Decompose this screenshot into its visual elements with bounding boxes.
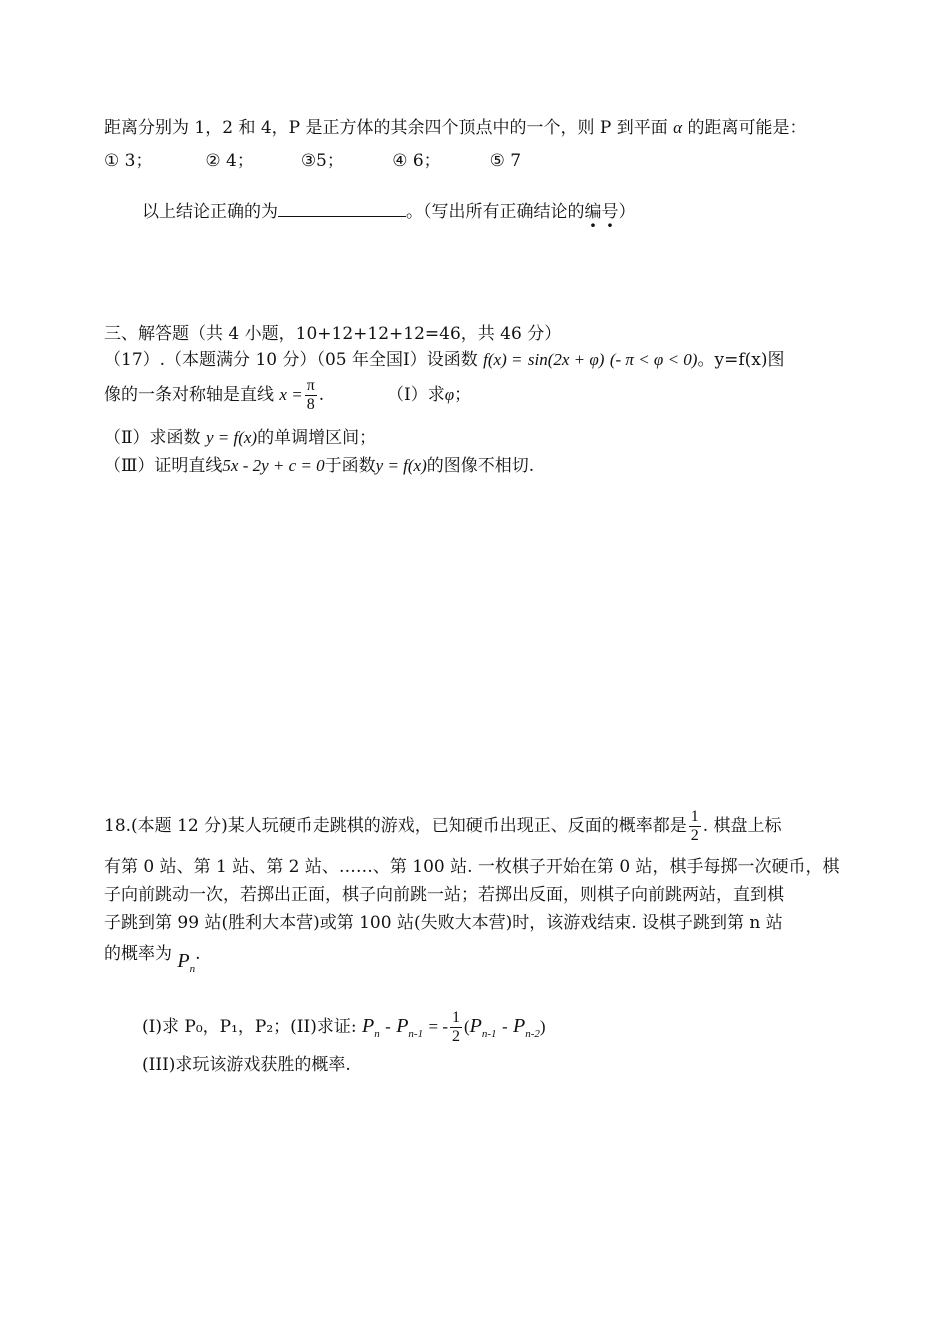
q17-part3: [104, 455, 534, 477]
q18-parts: [142, 1006, 546, 1054]
proof-p1-sub: n: [374, 1028, 380, 1040]
q17-part3-math2: y = f(x): [375, 456, 427, 475]
q17-part3-mid: 于函数: [324, 456, 376, 476]
conclusion-tail: 。（写出所有正确结论的: [406, 202, 585, 222]
emphasis-char-1: 编: [584, 202, 602, 222]
section-heading: 三、解答题（共 4 小题，10+12+12+12=46，共 46 分）: [104, 324, 562, 344]
line-equation: 5x - 2y + c = 0: [222, 456, 325, 475]
pn-symbol: [177, 950, 196, 975]
q17-line2-dot: .: [318, 385, 325, 405]
proof-p1: P: [361, 1015, 375, 1037]
proof-p4-sub: n-2: [525, 1028, 540, 1040]
q17-part2: [104, 427, 376, 449]
alpha-symbol: α: [673, 118, 683, 137]
proof-p4: P: [513, 1015, 526, 1037]
half-numerator: 1: [690, 808, 699, 825]
proof-p3: P: [469, 1015, 482, 1037]
one-half-fraction: [689, 808, 701, 845]
q18-part1: (I)求 P₀，P₁，P₂；(II)求证:: [142, 1017, 357, 1037]
q17-intro-tail: 。y=f(x)图: [697, 350, 785, 370]
q16-line1-tail: 的距离可能是：: [687, 118, 807, 138]
proof-term-3: [469, 1015, 497, 1040]
option-4: ④ 6；: [392, 151, 441, 171]
q18-line5-dot: .: [195, 944, 201, 964]
q16-line1-text: 距离分别为 1，2 和 4，P 是正方体的其余四个顶点中的一个，则 P 到平面: [104, 118, 668, 138]
q17-part2-math: y = f(x): [205, 428, 258, 447]
pn-letter: P: [177, 950, 190, 972]
paren-open: (: [463, 1017, 470, 1036]
half-denominator: 2: [690, 827, 699, 844]
proof-term-4: [513, 1015, 540, 1040]
phi-symbol: φ: [444, 385, 455, 404]
q17-part1: （Ⅰ）求: [386, 385, 445, 405]
q18-line5-text: 的概率为: [104, 944, 172, 964]
q18-line4: 子跳到第 99 站(胜利大本营)或第 100 站(失败大本营)时，该游戏结束. 设棋子跳到第 n 站: [104, 913, 783, 933]
neg-half-denominator: 2: [451, 1028, 460, 1045]
q18-line3: 子向前跳动一次，若掷出正面，棋子向前跳一站；若掷出反面，则棋子向前跳两站，直到棋: [104, 885, 784, 905]
sin-expression: sin(2x + φ): [527, 350, 605, 369]
emphasis-char-2: 号: [601, 202, 619, 222]
phi-condition: (- π < φ < 0): [609, 350, 698, 369]
neg-half-fraction: [450, 1009, 462, 1046]
proof-equals: = -: [428, 1017, 448, 1036]
conclusion-end: ）: [618, 202, 636, 222]
q18-line1: [104, 806, 782, 846]
q16-line1: [104, 117, 807, 139]
frac-numerator: π: [306, 377, 315, 394]
option-1: ① 3；: [104, 151, 153, 171]
q16-conclusion: [142, 200, 636, 223]
option-3: ③5；: [300, 151, 344, 171]
pi-over-8-fraction: [305, 377, 317, 414]
proof-p2-sub: n-1: [408, 1028, 424, 1040]
proof-minus-1: -: [385, 1017, 391, 1036]
proof-p2: P: [396, 1015, 409, 1037]
proof-term-2: [396, 1015, 424, 1040]
q17-part2-text: （Ⅱ）求函数: [104, 428, 201, 448]
proof-minus-2: -: [501, 1017, 508, 1036]
q17-line2-text: 像的一条对称轴是直线: [104, 385, 274, 405]
x-equals: x =: [279, 385, 303, 404]
option-2: ② 4；: [205, 151, 254, 171]
q18-line5: [104, 942, 201, 975]
q17-part3-tail: 的图像不相切.: [426, 456, 535, 476]
neg-half-numerator: 1: [451, 1009, 460, 1026]
conclusion-text: 以上结论正确的为: [142, 202, 278, 222]
q17-part2-tail: 的单调增区间；: [257, 428, 377, 448]
q18-part3: (III)求玩该游戏获胜的概率.: [142, 1055, 351, 1075]
option-5: ⑤ 7: [489, 151, 522, 171]
pn-subscript: n: [189, 963, 196, 975]
proof-p3-sub: n-1: [481, 1028, 497, 1040]
proof-term-1: [361, 1015, 380, 1040]
frac-denominator: 8: [306, 396, 315, 413]
paren-close: ): [539, 1017, 546, 1036]
q18-line1-tail: . 棋盘上标: [702, 816, 782, 836]
q17-line1: [104, 349, 784, 371]
answer-blank[interactable]: [278, 200, 406, 217]
q17-line2: [104, 375, 471, 415]
q16-options: [104, 150, 521, 172]
q18-line2: 有第 0 站、第 1 站、第 2 站、……、第 100 站. 一枚棋子开始在第 0 站，棋手每掷一次硬币，棋: [104, 857, 840, 877]
q17-part3-text: （Ⅲ）证明直线: [104, 456, 223, 476]
q18-line1-text: 18.(本题 12 分)某人玩硬币走跳棋的游戏，已知硬币出现正、反面的概率都是: [104, 816, 687, 836]
fx-symbol: f(x) =: [483, 350, 523, 369]
q17-part1-end: ；: [454, 385, 472, 405]
q17-intro: （17）.（本题满分 10 分）（05 年全国Ⅰ）设函数: [104, 350, 478, 370]
